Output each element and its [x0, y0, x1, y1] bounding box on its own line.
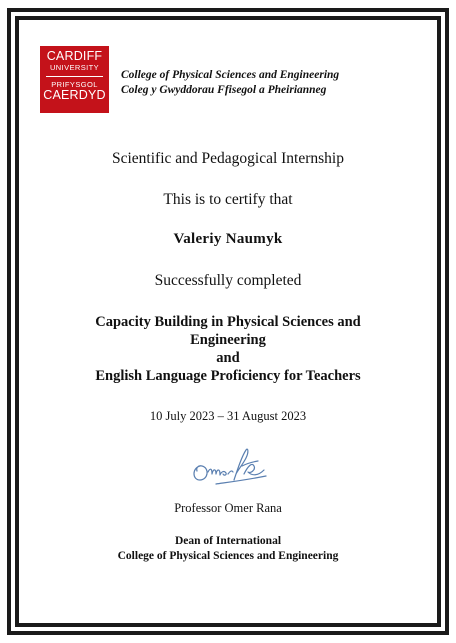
completed-text: Successfully completed [154, 272, 302, 289]
recipient-name: Valeriy Naumyk [173, 231, 283, 247]
logo-line-university: UNIVERSITY [49, 63, 99, 72]
logo-line-cardiff: CARDIFF [46, 49, 103, 63]
college-name-english: College of Physical Sciences and Engineering [121, 69, 340, 81]
course-title [30, 313, 426, 385]
certify-text: This is to certify that [163, 191, 293, 208]
college-header [121, 68, 339, 98]
course-line-2: Engineering [190, 332, 266, 348]
cardiff-university-logo [40, 46, 109, 113]
course-connector: and [216, 350, 240, 366]
date-range: 10 July 2023 – 31 August 2023 [149, 409, 307, 423]
logo-line-caerdydd: CAERDYD [43, 88, 106, 102]
logo-line-prifysgol: PRIFYSGOL [51, 80, 98, 89]
course-line-1: Capacity Building in Physical Sciences and [95, 314, 361, 330]
program-title: Scientific and Pedagogical Internship [111, 150, 344, 167]
signatory-role [30, 534, 426, 564]
signature-icon [186, 444, 276, 490]
signatory-name: Professor Omer Rana [174, 501, 282, 515]
role-title: Dean of International [174, 535, 282, 547]
course-line-3: English Language Proficiency for Teachers [95, 368, 361, 384]
college-name-welsh: Coleg y Gwyddorau Ffisegol a Pheirianneg [121, 84, 327, 96]
role-department: College of Physical Sciences and Engineering [117, 550, 339, 562]
logo-divider [46, 76, 103, 77]
